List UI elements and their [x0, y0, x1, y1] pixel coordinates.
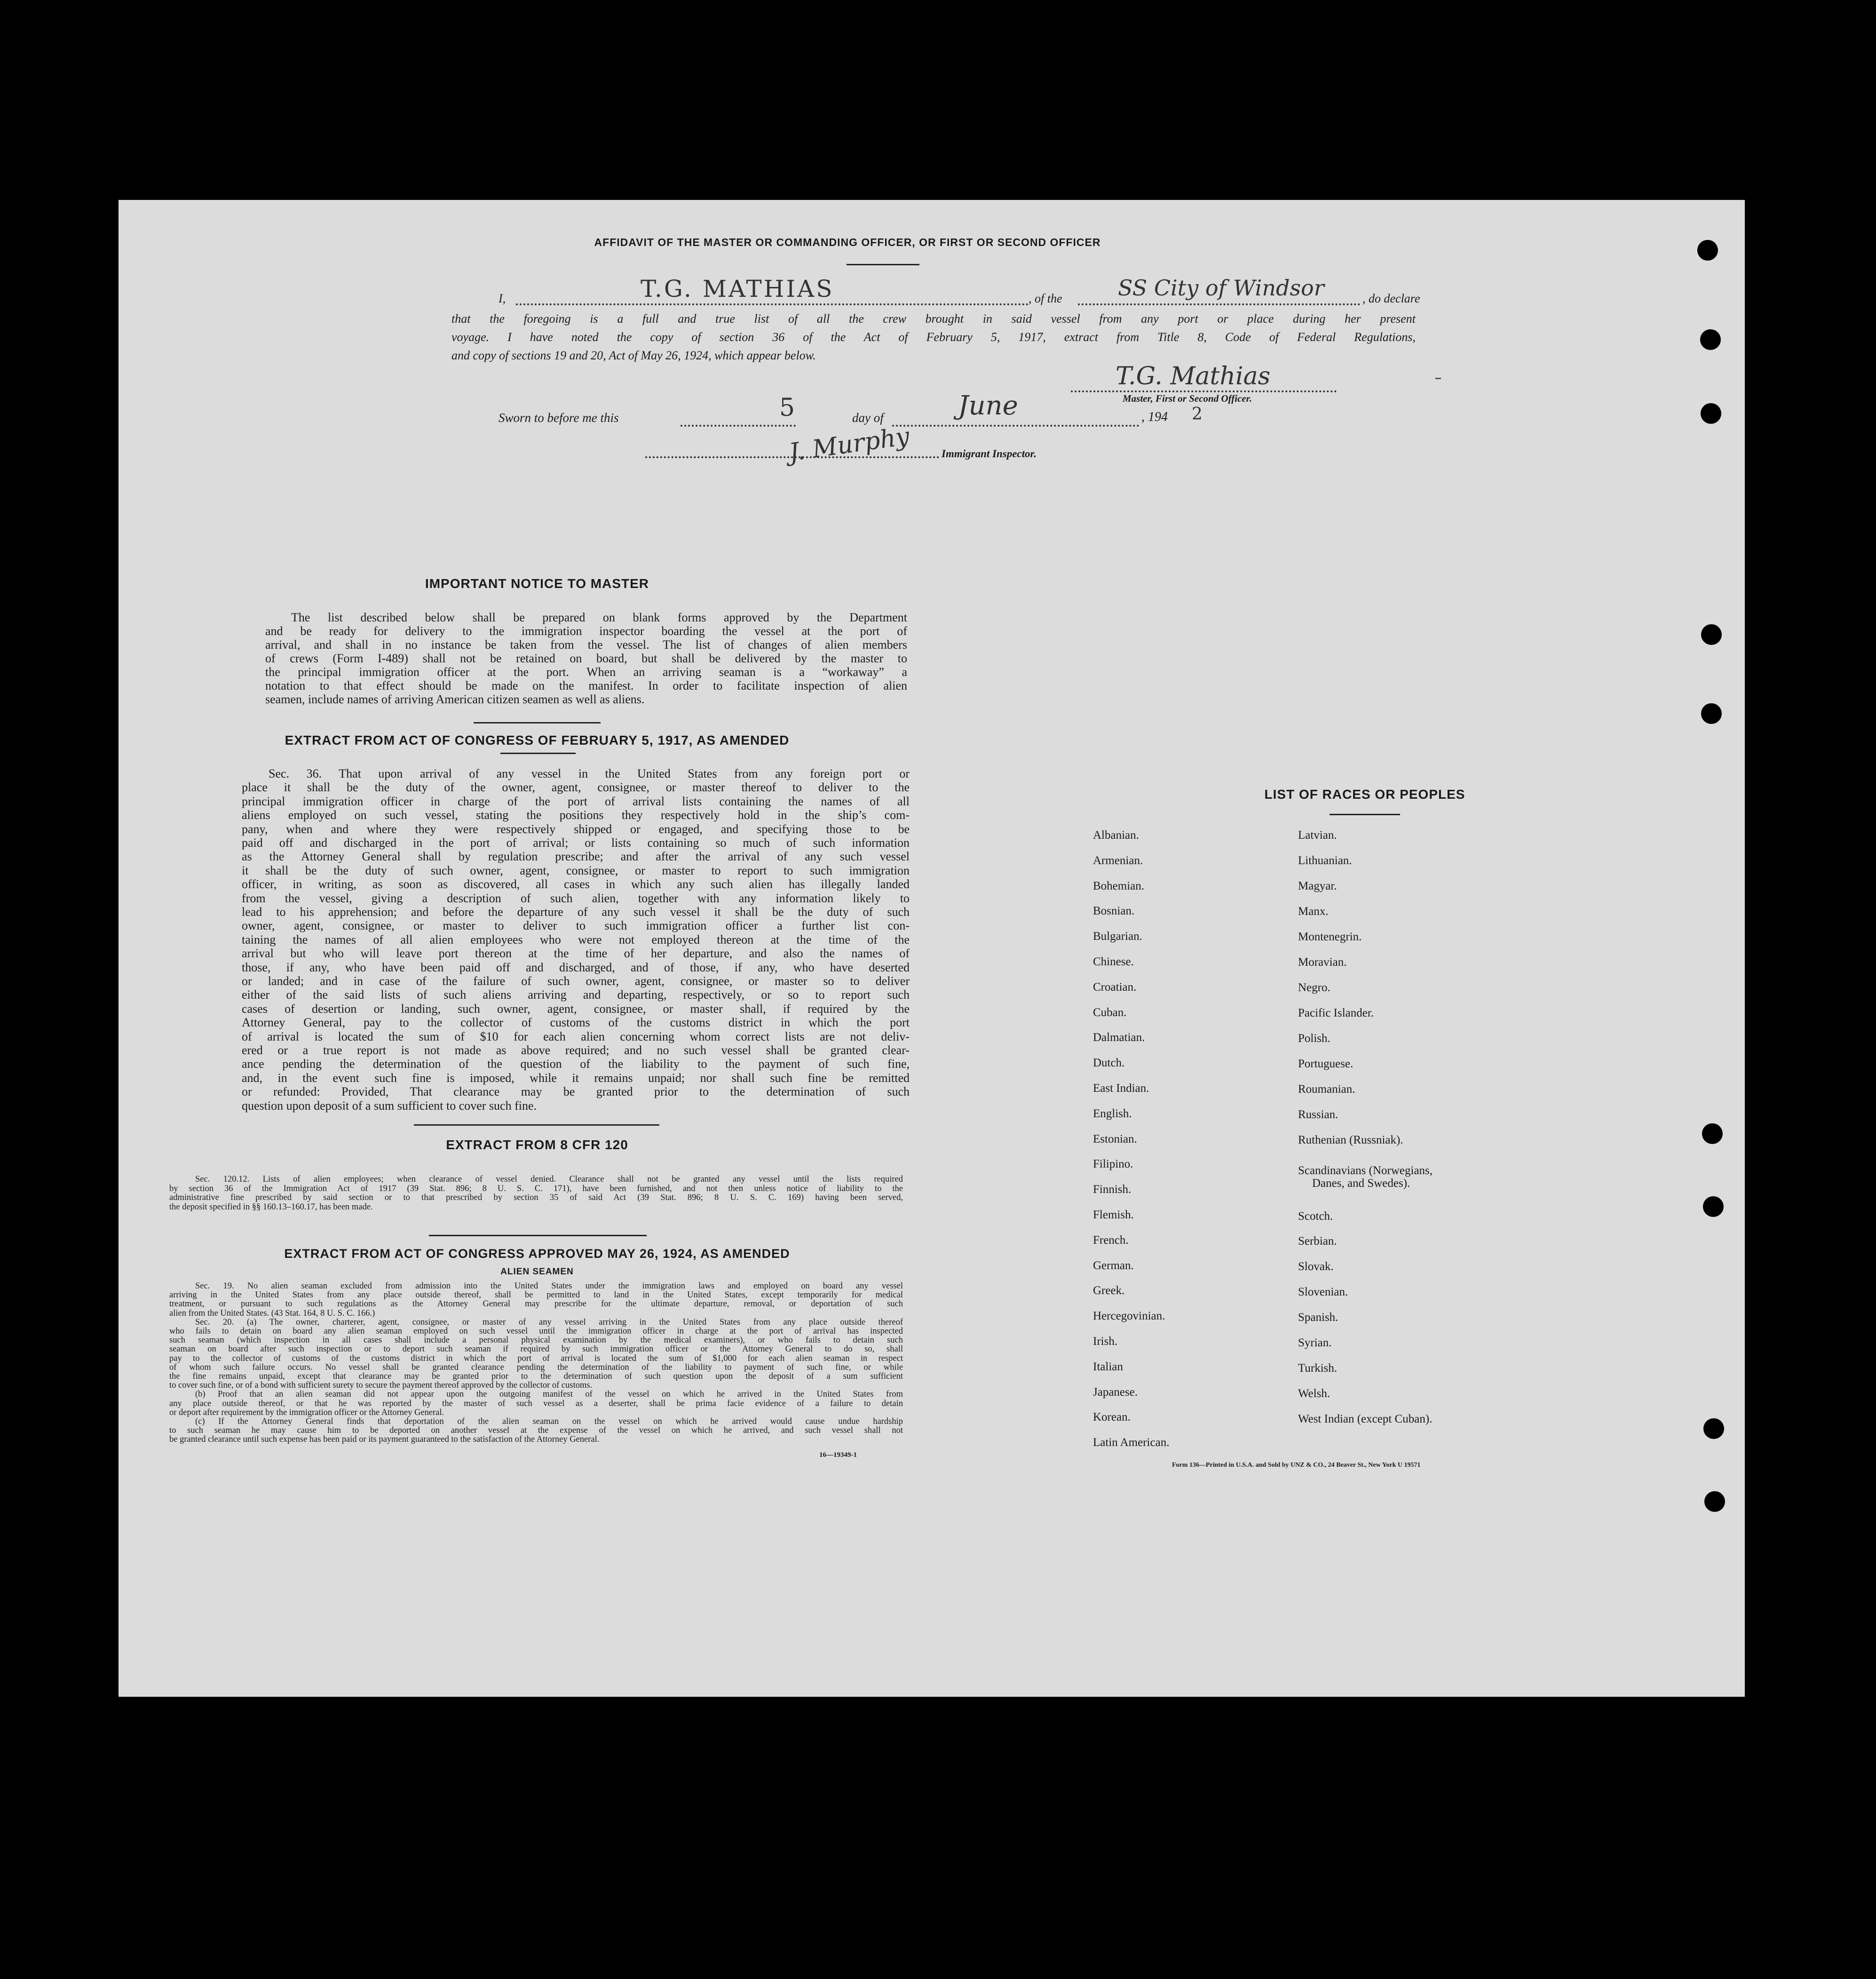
act1917-line: arrival but who will leave port thereon at the time of her departure, and also the names of: [242, 946, 910, 961]
month-line: [892, 425, 1139, 427]
act1917-line: Sec. 36. That upon arrival of any vessel in the United States from any foreign port or: [269, 767, 910, 780]
punch-hole: [1700, 329, 1721, 350]
act1917-line: principal immigration officer in charge of the port of arrival lists containing the names of all: [242, 794, 910, 808]
notice-line: arrival, and shall in no instance be taken from the vessel. The list of changes of alien members: [265, 638, 907, 652]
do-declare-label: , do declare: [1362, 292, 1420, 305]
sworn-day: 5: [779, 394, 795, 422]
act1924-line: to cover such fine, or of a bond with sufficient surety to secure the payment thereof approved by the collector of customs.: [169, 1381, 593, 1391]
name-line: [516, 303, 1029, 305]
race-item: Latin American.: [1093, 1436, 1170, 1449]
act1924-line: or deport after requirement by the immigration officer or the Attorney General.: [169, 1407, 444, 1417]
race-item: Negro.: [1298, 981, 1330, 994]
inspector-signature: J. Murphy: [787, 422, 911, 467]
act1924-line: treatment, or pursuant to such regulations as the Attorney General may prescribe for the ultimate departure, removal, or deportation of such: [169, 1299, 903, 1309]
race-item: Syrian.: [1298, 1336, 1332, 1349]
race-item: Hercegovinian.: [1093, 1310, 1165, 1323]
race-item: Filipino.: [1093, 1158, 1133, 1171]
act1917-line: or refunded: Provided, That clearance may be granted prior to the determination of such: [242, 1085, 910, 1099]
act1917-line: cases of desertion or landing, such owner, agent, consignee, or master shall, if required by the: [242, 1001, 910, 1016]
act1917-line: from the vessel, giving a description of such alien, together with any information likely to: [242, 891, 910, 905]
race-item: Montenegrin.: [1298, 930, 1362, 943]
mark: [1435, 378, 1441, 379]
race-item: Latvian.: [1298, 829, 1337, 842]
act1917-line: taining the names of all alien employees who were not employed thereon at the time of the: [242, 932, 910, 946]
race-item: Bohemian.: [1093, 879, 1145, 892]
affidavit-line-2: that the foregoing is a full and true list of all the crew brought in said vessel from any port or place during her present: [451, 312, 1416, 326]
race-item: Finnish.: [1093, 1183, 1132, 1196]
race-item: Manx.: [1298, 905, 1329, 918]
race-item: Italian: [1093, 1360, 1123, 1373]
race-item: Serbian.: [1298, 1235, 1337, 1248]
act1924-line: such seaman (which inspection in all cases shall include a personal physical examination by the medical examiners), or who fails to detain such: [169, 1335, 903, 1345]
race-item: Bosnian.: [1093, 905, 1135, 918]
cfr-line: administrative fine prescribed by said section or to that prescribed by section 35 of said Act (39 Stat. 896; 8 U. S. C. 169) having been served,: [169, 1193, 903, 1202]
race-item: Cuban.: [1093, 1006, 1127, 1019]
form-info: Form 136—Printed in U.S.A. and Sold by UNZ & CO., 24 Beaver St., New York U 19571: [1172, 1462, 1421, 1469]
act1917-line: or landed; and in case of the failure of such owner, agent, consignee, or master so to deliver: [242, 974, 910, 988]
race-item: Slovak.: [1298, 1260, 1334, 1273]
notice-line: the principal immigration officer at the port. When an arriving seaman is a “workaway” a: [265, 665, 907, 679]
act1917-line: ance pending the determination of the question of the liability to the payment of such fine,: [242, 1057, 910, 1071]
punch-hole: [1701, 624, 1722, 645]
race-item: Flemish.: [1093, 1208, 1134, 1221]
punch-hole: [1702, 1123, 1723, 1144]
act1924-line: (c) If the Attorney General finds that deportation of the alien seaman on the vessel on which he arrived would cause undue hardship: [195, 1417, 903, 1426]
act1924-line: any place outside thereof, or that he was reported by the master of such vessel as a deserter, shall be prima facie evidence of a failure to detain: [169, 1399, 903, 1408]
race-item: Portuguese.: [1298, 1057, 1354, 1070]
races-title: LIST OF RACES OR PEOPLES: [1264, 787, 1465, 802]
master-name: T.G. MATHIAS: [641, 275, 834, 302]
act1924-line: alien from the United States. (43 Stat. 164, 8 U. S. C. 166.): [169, 1308, 375, 1318]
race-item: Irish.: [1093, 1335, 1118, 1348]
race-item: Turkish.: [1298, 1362, 1338, 1375]
race-item: Danes, and Swedes).: [1312, 1177, 1410, 1190]
sworn-label: Sworn to before me this: [499, 411, 619, 425]
cfr-title: EXTRACT FROM 8 CFR 120: [446, 1137, 628, 1152]
divider: [474, 722, 601, 723]
act1917-line: paid off and discharged in the port of arrival; or lists containing so much of such information: [242, 836, 910, 850]
race-item: Greek.: [1093, 1284, 1125, 1297]
race-item: Lithuanian.: [1298, 854, 1352, 867]
race-item: French.: [1093, 1233, 1129, 1247]
act1924-line: of whom such failure occurs. No vessel shall be granted clearance pending the determination of the liability to payment of such fine, or while: [169, 1362, 903, 1372]
notice-line: seamen, include names of arriving American citizen seamen as well as aliens.: [265, 692, 645, 706]
act1917-line: of arrival is located the sum of $10 for each alien concerning whom correct lists are not deliv-: [242, 1029, 910, 1043]
race-item: Korean.: [1093, 1411, 1131, 1424]
race-item: Dalmatian.: [1093, 1031, 1145, 1044]
day-of-label: day of: [852, 411, 884, 425]
divider: [500, 753, 576, 754]
divider: [414, 1124, 659, 1126]
race-item: Welsh.: [1298, 1387, 1330, 1400]
vessel-line: [1078, 303, 1360, 305]
master-signature-line: [1071, 390, 1337, 392]
punch-hole: [1703, 1418, 1724, 1439]
act1924-line: seaman on board after such inspection or to deport such seaman if required by such immigration officer or the Attorney General to do so, shall: [169, 1344, 903, 1354]
act1924-line: to such seaman he may cause him to be deported on another vessel at the expense of the vessel on which he arrived, and such vessel shall not: [169, 1426, 903, 1436]
form-code: 16—19349-1: [819, 1451, 857, 1459]
notice-line: notation to that effect should be made on the manifest. In order to facilitate inspection of alien: [265, 679, 907, 692]
race-item: Estonian.: [1093, 1132, 1137, 1145]
act1924-line: who fails to detain on board any alien seaman employed on such vessel until the immigration officer in charge at the port of arrival has inspected: [169, 1327, 903, 1336]
act1917-line: aliens employed on such vessel, stating the positions they respectively hold in the ship’s com-: [242, 808, 910, 822]
race-item: Armenian.: [1093, 854, 1143, 867]
race-item: Pacific Islander.: [1298, 1007, 1374, 1019]
race-item: Polish.: [1298, 1032, 1330, 1045]
notice-title: IMPORTANT NOTICE TO MASTER: [425, 576, 649, 591]
act1917-line: lead to his apprehension; and before the departure of any such vessel it shall be the duty of such: [242, 905, 910, 919]
cfr-line: the deposit specified in §§ 160.13–160.17, has been made.: [169, 1202, 373, 1212]
race-item: West Indian (except Cuban).: [1298, 1413, 1433, 1425]
race-item: Albanian.: [1093, 829, 1139, 842]
act1924-line: Sec. 19. No alien seaman excluded from admission into the United States under the immigration laws and employed on board any vessel: [195, 1281, 903, 1291]
race-item: Magyar.: [1298, 880, 1337, 892]
document-page: [119, 200, 1745, 1697]
act1924-title: EXTRACT FROM ACT OF CONGRESS APPROVED MAY 26, 1924, AS AMENDED: [284, 1247, 790, 1261]
punch-hole: [1701, 703, 1722, 724]
notice-line: and be ready for delivery to the immigration inspector boarding the vessel at the port of: [265, 624, 907, 638]
race-item: Russian.: [1298, 1108, 1338, 1121]
cfr-line: Sec. 120.12. Lists of alien employees; when clearance of vessel denied. Clearance shall not be granted any vessel until the lists required: [195, 1175, 903, 1184]
act1924-line: arriving in the United States from any place outside thereof, shall be permitted to land in the United States, except temporarily for medical: [169, 1290, 903, 1300]
year-suffix: 2: [1192, 405, 1203, 424]
race-item: Scotch.: [1298, 1210, 1333, 1223]
cfr-line: by section 36 of the Immigration Act of 1917 (39 Stat. 896; 8 U. S. C. 171), have been furnished, and not then unless notice of liability to the: [169, 1184, 903, 1193]
act1924-line: (b) Proof that an alien seaman did not appear upon the outgoing manifest of the vessel on which he arrived in the United States from: [195, 1390, 903, 1399]
divider: [847, 264, 919, 265]
affidavit-line-3: voyage. I have noted the copy of section 36 of the Act of February 5, 1917, extract from Title 8, Code of Federal Regulations,: [451, 330, 1416, 344]
punch-hole: [1697, 240, 1718, 261]
act1924-line: Sec. 20. (a) The owner, charterer, agent, consignee, or master of any vessel arriving in the United States from any place outside thereof: [195, 1317, 903, 1327]
act1917-line: question upon deposit of a sum sufficient to cover such fine.: [242, 1098, 537, 1113]
punch-hole: [1701, 403, 1721, 424]
day-line: [681, 425, 796, 427]
act1917-title: EXTRACT FROM ACT OF CONGRESS OF FEBRUARY 5, 1917, AS AMENDED: [285, 733, 790, 747]
affidavit-line-4: and copy of sections 19 and 20, Act of May 26, 1924, which appear below.: [451, 349, 816, 362]
divider: [429, 1235, 647, 1236]
act1917-line: place it shall be the duty of the owner, agent, consignee, or master thereof to deliver to the: [242, 780, 910, 795]
of-the-label: , of the: [1029, 292, 1062, 305]
race-item: Croatian.: [1093, 980, 1137, 993]
race-item: Ruthenian (Russniak).: [1298, 1134, 1403, 1146]
inspector-caption: Immigrant Inspector.: [942, 448, 1037, 460]
race-item: Bulgarian.: [1093, 930, 1142, 943]
race-item: Moravian.: [1298, 956, 1347, 969]
master-signature: T.G. Mathias: [1116, 362, 1271, 390]
act1917-line: either of the said lists of such aliens arriving and departing, respectively, or so to report such: [242, 988, 910, 1002]
notice-line: The list described below shall be prepared on blank forms approved by the Department: [291, 611, 907, 624]
race-item: Japanese.: [1093, 1385, 1138, 1399]
act1917-line: Attorney General, pay to the collector of customs of the customs district in which the port: [242, 1016, 910, 1030]
act1924-line: the fine remains unpaid, except that clearance may be granted prior to the determination of such question upon the deposit of a sum sufficient: [169, 1372, 903, 1381]
race-item: Dutch.: [1093, 1057, 1125, 1070]
act1924-line: pay to the collector of customs of the customs district in which the port of arrival is located the sum of $1,000 for each alien seaman in respect: [169, 1353, 903, 1363]
act1917-line: those, if any, who have been paid off and discharged, and of those, if any, who have deserted: [242, 960, 910, 974]
race-item: Chinese.: [1093, 955, 1134, 968]
affidavit-i-label: I,: [499, 292, 506, 305]
punch-hole: [1704, 1491, 1725, 1512]
race-item: English.: [1093, 1107, 1132, 1120]
act1917-line: as the Attorney General shall by regulation prescribe; and after the arrival of any such vessel: [242, 850, 910, 864]
act1917-line: pany, when and where they were respectively shipped or engaged, and specifying those to be: [242, 822, 910, 836]
race-item: Spanish.: [1298, 1311, 1338, 1324]
notice-line: of crews (Form I-489) shall not be retained on board, but shall be delivered by the master to: [265, 652, 907, 665]
affidavit-title: AFFIDAVIT OF THE MASTER OR COMMANDING OFFICER, OR FIRST OR SECOND OFFICER: [594, 236, 1101, 248]
act1924-line: be granted clearance until such expense has been paid or its payment guaranteed to the satisfaction of the Attorney General.: [169, 1435, 600, 1445]
act1917-line: and, in the event such fine is imposed, while it remains unpaid; nor shall such fine be remitted: [242, 1071, 910, 1085]
race-item: Slovenian.: [1298, 1286, 1348, 1298]
master-caption: Master, First or Second Officer.: [1123, 393, 1252, 404]
race-item: Scandinavians (Norwegians,: [1298, 1164, 1433, 1177]
year-prefix: , 194: [1141, 410, 1168, 424]
act1917-line: officer, in writing, as soon as discovered, all cases in which any such alien has illegally landed: [242, 877, 910, 891]
race-item: German.: [1093, 1259, 1134, 1272]
punch-hole: [1703, 1196, 1724, 1217]
race-item: Roumanian.: [1298, 1083, 1355, 1096]
act1917-line: owner, agent, consignee, or master to deliver to such immigration officer a further list con-: [242, 919, 910, 933]
race-item: East Indian.: [1093, 1082, 1149, 1095]
act1924-subtitle: ALIEN SEAMEN: [500, 1267, 574, 1277]
sworn-month: June: [958, 390, 1018, 421]
vessel-name: SS City of Windsor: [1118, 275, 1324, 301]
divider: [1330, 814, 1400, 815]
act1917-line: it shall be the duty of such owner, agent, consignee, or master to report to such immigration: [242, 863, 910, 877]
act1917-line: ered or a true report is not made as above required; and no such vessel shall be granted clear-: [242, 1043, 910, 1057]
